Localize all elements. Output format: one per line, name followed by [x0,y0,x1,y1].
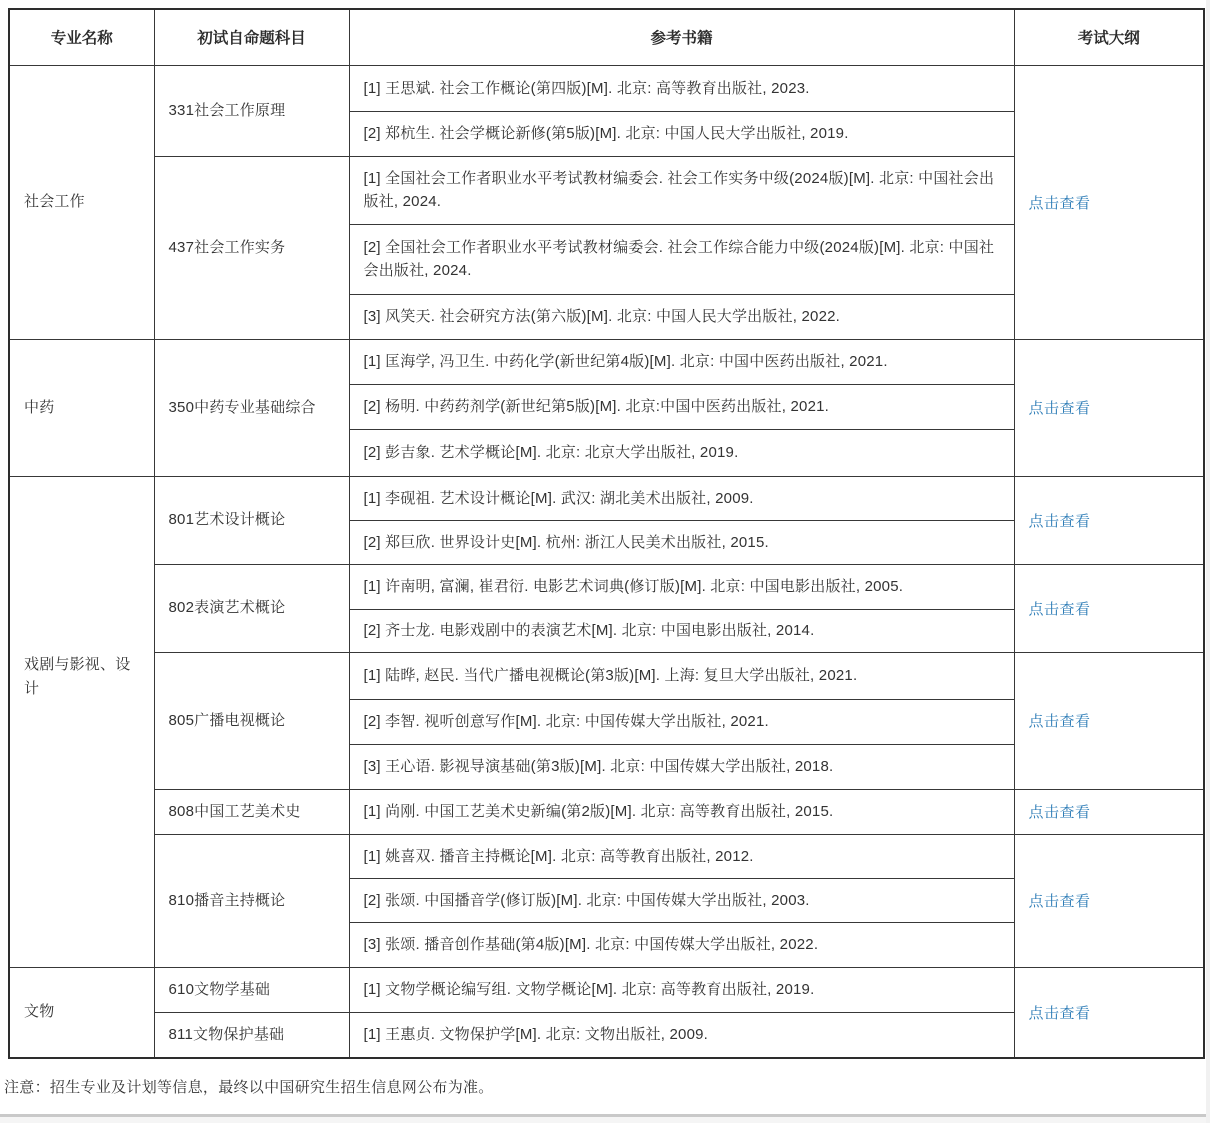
syllabus-link[interactable]: 点击查看 [1028,600,1091,618]
syllabus-link[interactable]: 点击查看 [1028,1004,1091,1022]
syllabus-cell [1014,476,1204,564]
book-cell: [1] 尚刚. 中国工艺美术史新编(第2版)[M]. 北京: 高等教育出版社, 2015. [349,789,1014,834]
book-cell: [1] 许南明, 富澜, 崔君衍. 电影艺术词典(修订版)[M]. 北京: 中国电影出版社, 2005. [349,564,1014,609]
syllabus-cell [1014,564,1204,652]
table-row [9,789,1204,834]
book-cell: [2] 郑杭生. 社会学概论新修(第5版)[M]. 北京: 中国人民大学出版社, 2019. [349,111,1014,156]
col-header-books: 参考书籍 [349,9,1014,65]
book-cell: [2] 全国社会工作者职业水平考试教材编委会. 社会工作综合能力中级(2024版)[M]. 北京: 中国社会出版社, 2024. [349,224,1014,294]
book-cell: [3] 张颂. 播音创作基础(第4版)[M]. 北京: 中国传媒大学出版社, 2022. [349,922,1014,967]
syllabus-cell [1014,65,1204,339]
subject-cell: 331社会工作原理 [154,65,349,156]
subject-cell: 801艺术设计概论 [154,476,349,564]
book-cell: [1] 匡海学, 冯卫生. 中药化学(新世纪第4版)[M]. 北京: 中国中医药出版社, 2021. [349,339,1014,384]
subject-cell: 808中国工艺美术史 [154,789,349,834]
book-cell: [2] 杨明. 中药药剂学(新世纪第5版)[M]. 北京:中国中医药出版社, 2021. [349,384,1014,429]
header-row [9,9,1204,65]
major-cell: 戏剧与影视、设计 [9,476,154,967]
book-cell: [3] 王心语. 影视导演基础(第3版)[M]. 北京: 中国传媒大学出版社, 2018. [349,744,1014,789]
syllabus-link[interactable]: 点击查看 [1028,804,1091,821]
syllabus-link[interactable]: 点击查看 [1028,194,1091,212]
table-row [9,652,1204,699]
syllabus-link[interactable]: 点击查看 [1028,893,1091,910]
syllabus-cell [1014,834,1204,967]
book-cell: [2] 李智. 视听创意写作[M]. 北京: 中国传媒大学出版社, 2021. [349,699,1014,744]
col-header-subject: 初试自命题科目 [154,9,349,65]
right-edge-strip [1206,0,1210,1123]
subject-cell: 610文物学基础 [154,967,349,1012]
major-cell: 文物 [9,967,154,1058]
syllabus-link[interactable]: 点击查看 [1028,512,1091,530]
book-cell: [1] 全国社会工作者职业水平考试教材编委会. 社会工作实务中级(2024版)[M]. 北京: 中国社会出版社, 2024. [349,156,1014,224]
subject-cell: 810播音主持概论 [154,834,349,967]
syllabus-cell [1014,339,1204,476]
table-row [9,65,1204,111]
col-header-major: 专业名称 [9,9,154,65]
subject-cell: 805广播电视概论 [154,652,349,789]
table-row [9,967,1204,1012]
book-cell: [2] 齐士龙. 电影戏剧中的表演艺术[M]. 北京: 中国电影出版社, 2014. [349,609,1014,652]
syllabus-cell [1014,967,1204,1058]
book-cell: [2] 郑巨欣. 世界设计史[M]. 杭州: 浙江人民美术出版社, 2015. [349,520,1014,564]
book-cell: [1] 王思斌. 社会工作概论(第四版)[M]. 北京: 高等教育出版社, 2023. [349,65,1014,111]
book-cell: [3] 风笑天. 社会研究方法(第六版)[M]. 北京: 中国人民大学出版社, 2022. [349,294,1014,339]
footer-note: 注意：招生专业及计划等信息，最终以中国研究生招生信息网公布为准。 [4,1079,494,1096]
book-cell: [2] 张颂. 中国播音学(修订版)[M]. 北京: 中国传媒大学出版社, 2003. [349,878,1014,922]
syllabus-link[interactable]: 点击查看 [1028,713,1091,730]
subject-cell: 811文物保护基础 [154,1012,349,1058]
syllabus-cell [1014,789,1204,834]
book-cell: [1] 李砚祖. 艺术设计概论[M]. 武汉: 湖北美术出版社, 2009. [349,476,1014,520]
book-cell: [1] 文物学概论编写组. 文物学概论[M]. 北京: 高等教育出版社, 2019. [349,967,1014,1012]
syllabus-cell [1014,652,1204,789]
book-cell: [1] 陆晔, 赵民. 当代广播电视概论(第3版)[M]. 上海: 复旦大学出版社, 2021. [349,652,1014,699]
syllabus-link[interactable]: 点击查看 [1028,400,1091,417]
major-cell: 社会工作 [9,65,154,339]
col-header-syllabus: 考试大纲 [1014,9,1204,65]
subject-cell: 802表演艺术概论 [154,564,349,652]
table-row [9,476,1204,520]
reference-books-table [8,8,1205,1059]
book-cell: [1] 王惠贞. 文物保护学[M]. 北京: 文物出版社, 2009. [349,1012,1014,1058]
table-row [9,564,1204,609]
subject-cell: 350中药专业基础综合 [154,339,349,476]
book-cell: [2] 彭吉象. 艺术学概论[M]. 北京: 北京大学出版社, 2019. [349,429,1014,476]
table-row [9,339,1204,384]
subject-cell: 437社会工作实务 [154,156,349,339]
major-cell: 中药 [9,339,154,476]
book-cell: [1] 姚喜双. 播音主持概论[M]. 北京: 高等教育出版社, 2012. [349,834,1014,878]
bottom-strip [0,1117,1210,1123]
table-row [9,834,1204,878]
